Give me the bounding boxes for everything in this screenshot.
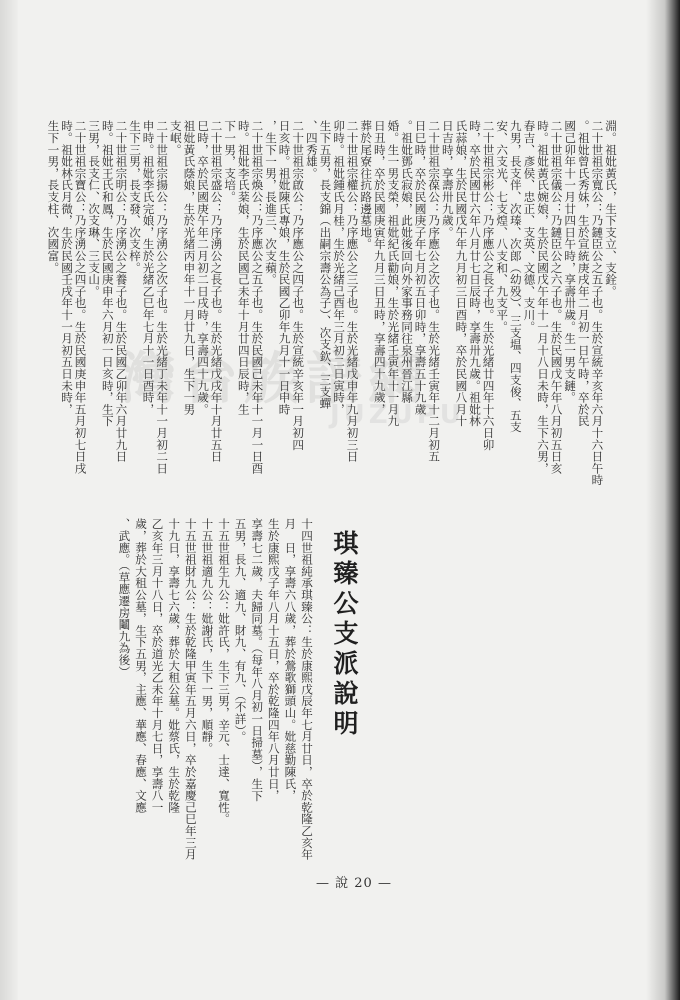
text-column: 二十世祖宗啟公：乃序應公之四子也。生於宣統辛亥年一月初四 <box>291 120 306 451</box>
text-column: 時。祖妣黃氏婉娘，生於民國戊午年十一月十八日未時，生下六男， <box>536 120 550 474</box>
text-column: 日巳時，卒於民國庚子年七月初五日卯時，享壽五十九歲 <box>413 120 428 415</box>
text-column: 。祖妣曾氏秀妹，生於宣統庚戌年二月初一日午時，卒於民 <box>576 120 591 427</box>
text-column: 九男，長支伴、次瑧、次郎（幼殁）、三支塭、四支俊、五支 <box>508 120 523 433</box>
text-column: 時，卒於民國廿六年八月廿七日辰時，享壽卅九歲。祖妣林 <box>468 120 482 427</box>
text-column: 二十世祖宗葆公：乃序應公之次子也。生於光緒壬寅年十二月初五 <box>427 120 442 463</box>
section-title: 琪臻公支派說明 <box>330 530 359 740</box>
spine-shadow <box>646 0 680 1000</box>
text-column: 祖妣黃氏蔭娘，生於光緒丙申年十一月廿九日，生下一男 <box>182 120 197 415</box>
text-column: 。祖妣鄧氏寂娘，此妣後回向外家事務同往泉州晉江縣 <box>400 120 414 404</box>
text-column: 十五世祖財九公：生於乾隆甲寅年五月六日，卒於嘉慶己巳年三月 <box>183 518 198 861</box>
text-column: 十五世祖適九公：妣謝氏，生下一男，順靜。 <box>200 518 215 754</box>
text-column: 支岷。 <box>168 120 183 156</box>
text-column: 二十世祖宗儀公：乃鏈臣公之六子也。生於民國戊午年八月初五日亥 <box>549 120 564 474</box>
text-column: 十九日，享壽七六歲，葬於大租公墓。妣蔡氏，生於乾隆 <box>167 518 182 813</box>
text-column: 婚。生一男支榮，祖妣紀氏勸娘，生於光緒壬寅年十一月九 <box>386 120 401 427</box>
text-column: 淵。祖妣黃氏，生下支立、支銓。 <box>604 120 618 297</box>
text-column: 歲，葬於大租公墓，生下五男，主應、華應、春應、文應 <box>134 518 148 813</box>
text-column: 時。祖妣王氏和鳳，生於民國庚申年六月初一日亥時，生下 <box>100 120 115 427</box>
text-column: 享壽七二歲，夫歸同墓。（每年八月初一日掃墓），生下 <box>250 518 265 802</box>
text-column: 月 日，享壽六八歲，葬於鶯歌獅頭山。妣慈勤陳氏， <box>283 518 298 802</box>
text-column: 三男，長支仁、次支琳、三支山。 <box>87 120 102 297</box>
page-number: — 說 20 — <box>316 876 392 891</box>
text-column: 氏蒜娘，生於民國戊午年九月初三日酉時，卒於民國八月十 <box>454 120 469 427</box>
watermark: 灣台族譜網 <box>120 347 430 412</box>
text-column: 安、六支光、七支煌、八支和、九支平。 <box>495 120 510 333</box>
text-column: 申時。祖妣李氏完娘，生於光緒乙巳年七月十一日酉時， <box>141 120 156 415</box>
text-column: 二十世祖宗明公：乃序湧公之養子也。生於民國乙卯年六月廿九日 <box>114 120 129 463</box>
text-column: 十四世祖純承琪臻公：生於康熙戊辰年七月廿日，卒於乾隆乙亥年 <box>300 518 314 861</box>
text-column: 乙亥年三月十八日，卒於道光乙未年十月七日，享壽八一 <box>150 518 165 813</box>
text-column: 二十世祖宗寬公：乃鏈臣公之五子也。生於宣統辛亥年六月十六日午時 <box>590 120 605 486</box>
text-column: 日亥時。祖妣陳氏專娘，生於民國乙卯年九月十一日申時 <box>277 120 292 415</box>
text-column: 時。祖妣林氏月微，生於民國壬戌年十一月初五日未時， <box>60 120 74 415</box>
text-column: 生下三男，長支發、次支梓。 <box>128 120 142 274</box>
text-column: 二十世祖宗揚公：乃序湧公之次子也。生於光緒丁未年十一月初二日 <box>155 120 170 474</box>
text-column: 二十世祖宗盛公：乃序湧公之長子也。生於光緒戊戌年十月廿五日 <box>209 120 224 463</box>
text-column: 五男，長九、適九、財九、有九、（不詳）。 <box>233 518 248 743</box>
text-column: 二十世祖宗煥公：乃序應公之五子也。生於民國己未年十一月一日酉 <box>250 120 265 474</box>
text-column: 日吉時，享壽卅九歲。 <box>440 120 455 238</box>
text-column: 日丑時，卒於民國庚寅年九月三日丑時，享壽四十九歲， <box>372 120 387 415</box>
text-column: 卯時。祖妣鍾氏月桂，生於光緒己酉年三月初二日寅時， <box>332 120 346 415</box>
text-column: 二十世祖宗權公：乃序應公之三子也。生於光緒戊申年九月初三日 <box>345 120 360 463</box>
text-column: 下一男，支培。 <box>223 120 238 203</box>
text-column: 葬於尾寮往抗路邊墓地。 <box>359 120 374 250</box>
text-column: 二十世祖宗寶公：乃序湧公之四子也。生於民國庚申年五月初七日戌 <box>73 120 88 474</box>
binding-edge <box>0 0 18 1000</box>
text-column: 國己卯年十一月廿四日午時，享壽卅歲。生一男支鏈。 <box>563 120 578 404</box>
watermark-latin: JUZUPU <box>330 400 465 430</box>
text-column: 春吉、彥侯、忠正、支英、文德、支川。 <box>522 120 537 333</box>
text-column: 、武應。（草應遷房鬮九為後） <box>117 518 132 678</box>
text-column: 生下一男，長支柱、次國富。 <box>46 120 61 274</box>
text-column: 巳時，卒於民國庚午年二月初二日戌時，享壽四十九歲。 <box>196 120 210 415</box>
text-column: 生於康熙戊子年八月十五日，卒於乾隆四年八月廿日， <box>266 518 281 802</box>
text-column: 時。祖妣李氏棻娘，生於民國己未年十月廿四日辰時，生 <box>236 120 251 415</box>
text-column: 、四秀雄。 <box>304 120 319 179</box>
text-column: 十五世祖生九公：妣許氏，生下三男，辛元、士達、寬性。 <box>217 518 231 825</box>
text-column: 二十世祖宗彬公：乃序應公之長子也。生於光緒廿四年十六日卯 <box>481 120 496 451</box>
text-column: 生下五男，長支錦（出嗣宗壽公為子）、次支欽、三支蟬 <box>318 120 333 410</box>
text-column: ，生下一男，長進三、次支蘋。 <box>264 120 278 286</box>
